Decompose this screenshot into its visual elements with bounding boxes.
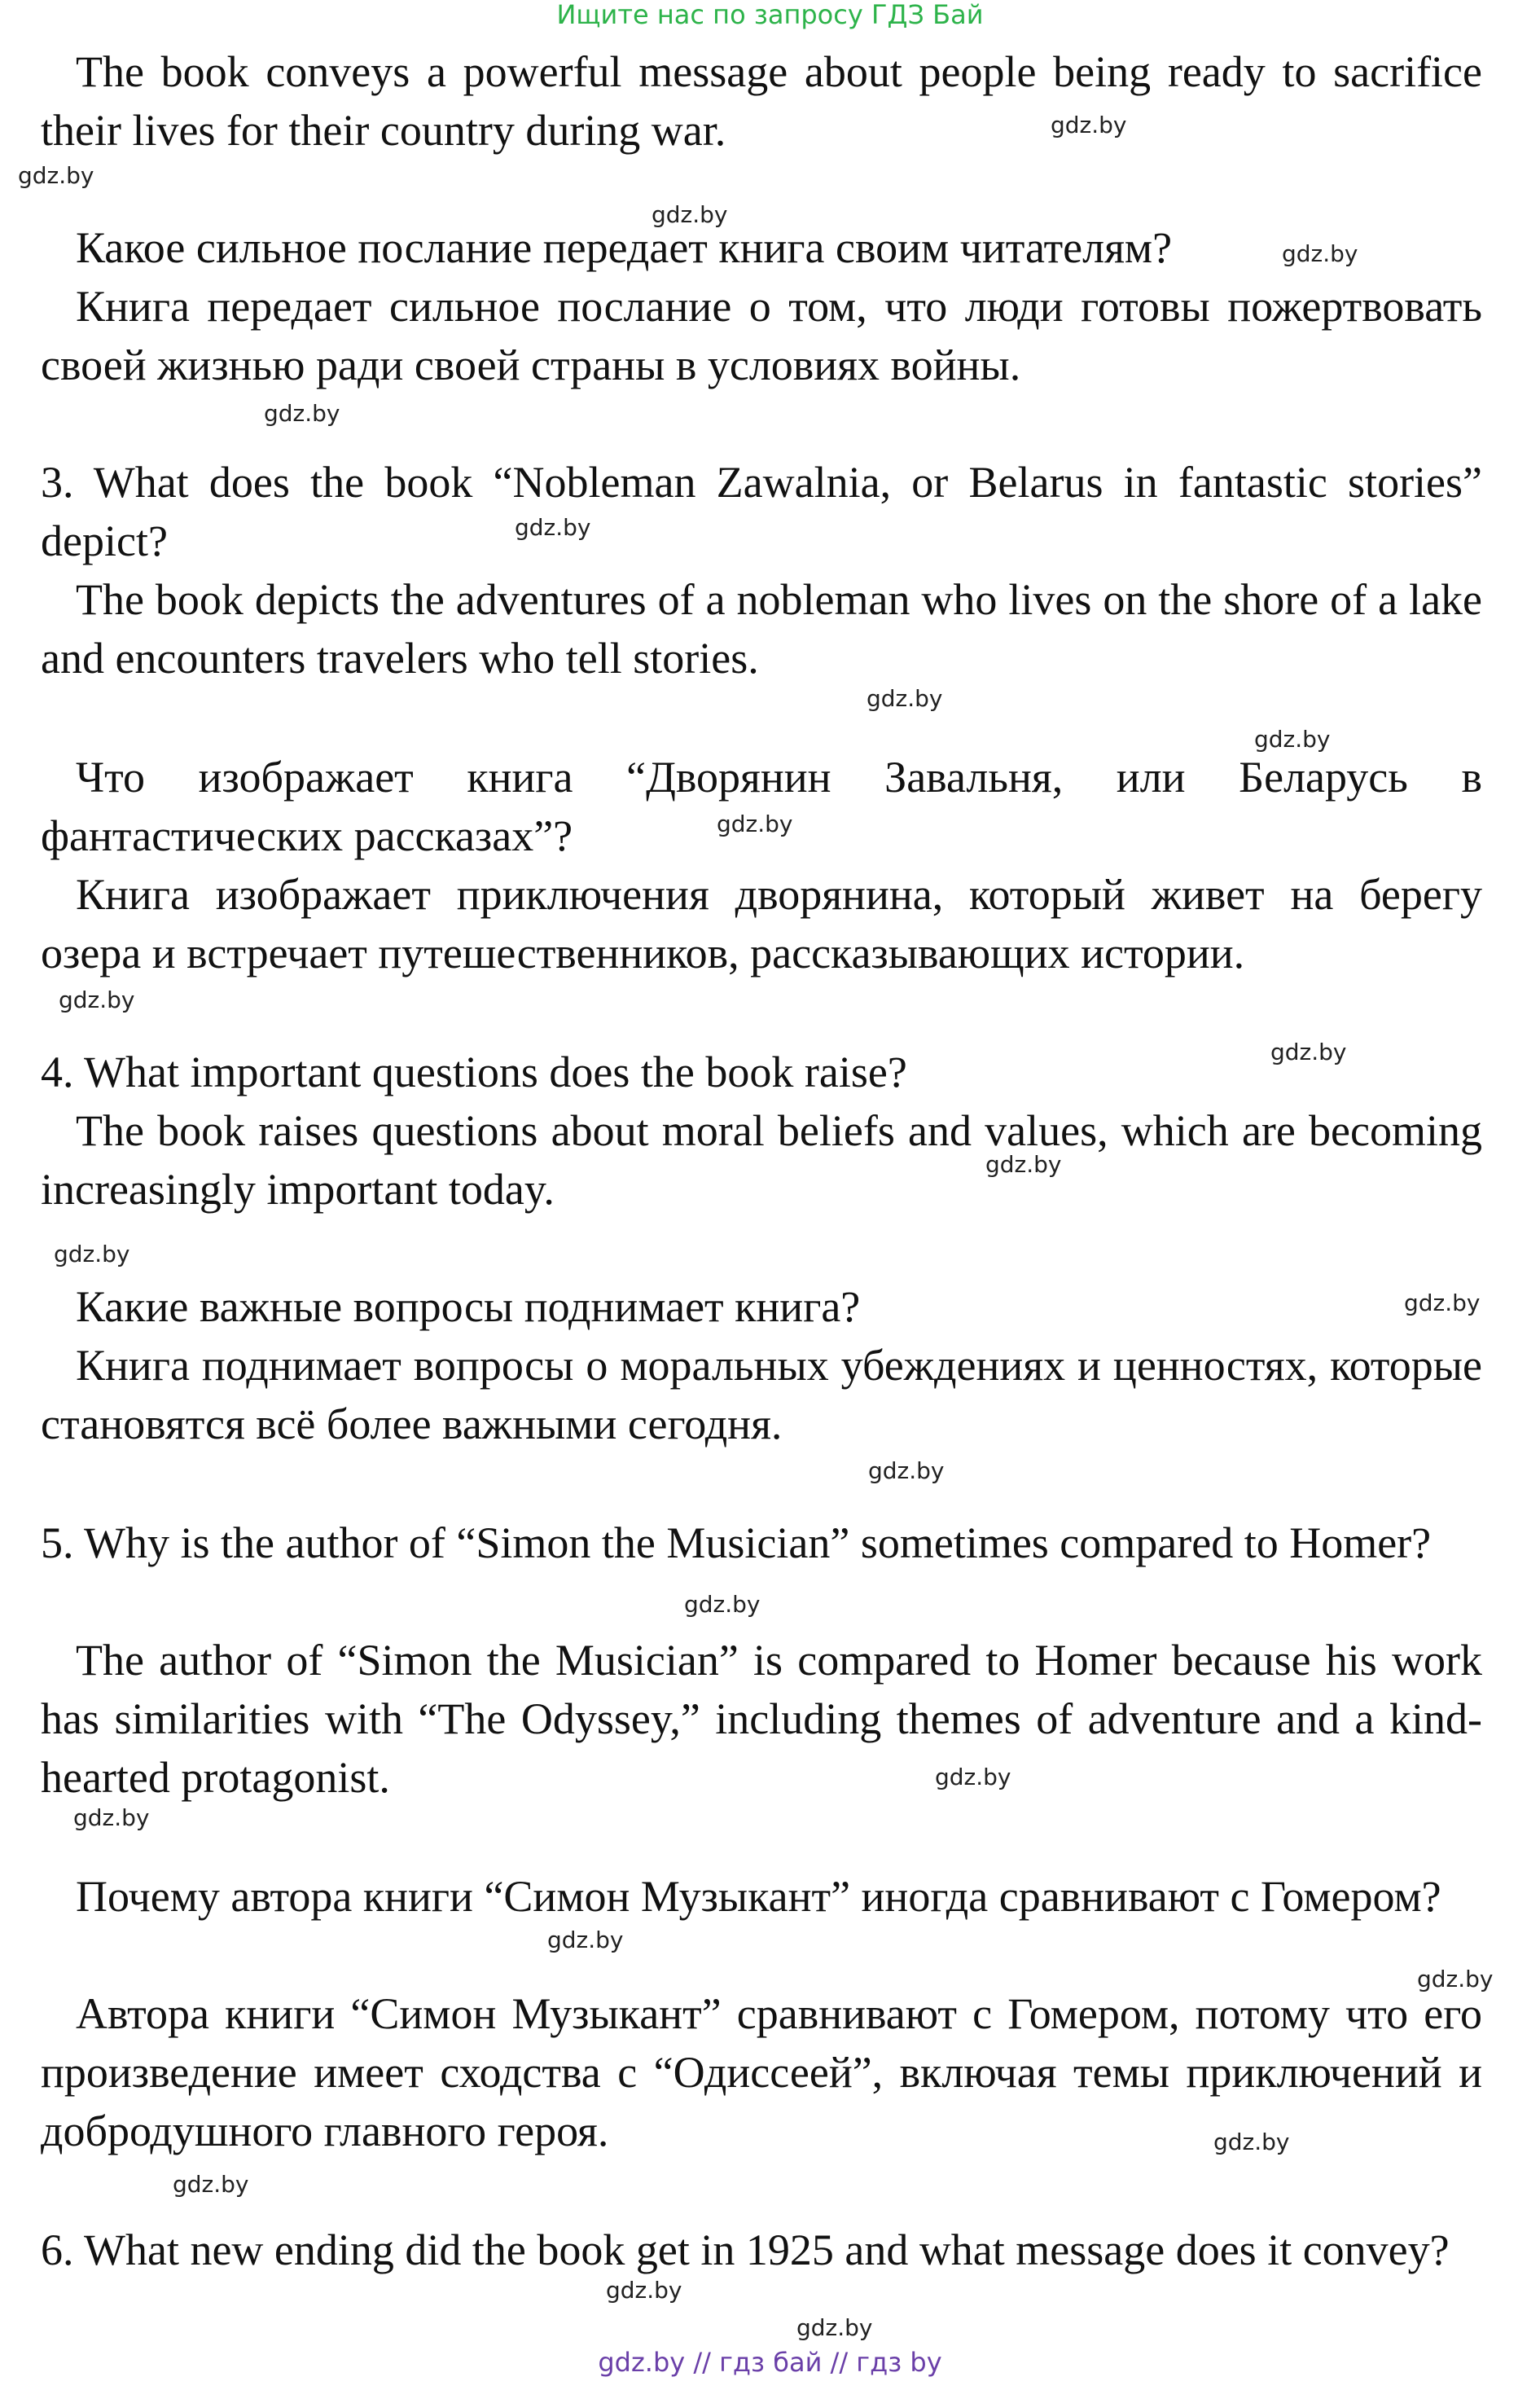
watermark: gdz.by [18, 162, 94, 189]
watermark: gdz.by [684, 1591, 761, 1618]
answer-4: The book raises questions about moral beliefs and values, which are becoming increasingly important today. [41, 1106, 1482, 1214]
answer-3-ru: Книга изображает приключения дворянина, который живет на берегу озера и встречает путешественников, рассказывающих истории. [41, 870, 1482, 978]
watermark: gdz.by [73, 1804, 150, 1831]
watermark: gdz.by [868, 1457, 945, 1484]
watermark: gdz.by [1213, 2129, 1290, 2155]
question-4: 4. What important questions does the book raise? [41, 1048, 907, 1096]
watermark: gdz.by [264, 400, 340, 427]
answer-5-ru: Автора книги “Симон Музыкант” сравнивают с Гомером, потому что его произведение имеет сходства с “Одиссеей”, включая темы приключений и добродушного главного героя. [41, 1989, 1482, 2155]
answer-paragraph: The book conveys a powerful message about people being ready to sacrifice their lives for their country during war. [41, 47, 1482, 155]
question-5: 5. Why is the author of “Simon the Musician” sometimes compared to Homer? [41, 1518, 1432, 1567]
question-ru: Какое сильное послание передает книга своим читателям? [76, 223, 1173, 272]
watermark: gdz.by [1282, 240, 1358, 267]
question-5-ru: Почему автора книги “Симон Музыкант” иногда сравнивают с Гомером? [76, 1872, 1441, 1921]
watermark: gdz.by [1417, 1966, 1494, 1992]
watermark: gdz.by [1404, 1289, 1481, 1316]
watermark: gdz.by [547, 1926, 624, 1953]
question-4-ru: Какие важные вопросы поднимает книга? [76, 1282, 861, 1331]
top-banner[interactable]: Ищите нас по запросу ГДЗ Бай [556, 0, 984, 30]
answer-5: The author of “Simon the Musician” is compared to Homer because his work has similarities with “The Odyssey,” including themes of adventure and a kind-hearted protagonist. [41, 1636, 1482, 1802]
watermark: gdz.by [1270, 1039, 1347, 1065]
question-3: 3. What does the book “Nobleman Zawalnia, or Belarus in fantastic stories” depict? [41, 458, 1482, 565]
watermark: gdz.by [652, 201, 728, 228]
question-6: 6. What new ending did the book get in 1925 and what message does it convey? [41, 2225, 1450, 2274]
bottom-banner[interactable]: gdz.by // гдз бай // гдз by [598, 2347, 942, 2378]
watermark: gdz.by [515, 514, 591, 541]
watermark: gdz.by [1051, 112, 1127, 138]
watermark: gdz.by [173, 2171, 249, 2198]
watermark: gdz.by [796, 2314, 873, 2341]
watermark: gdz.by [867, 685, 943, 712]
watermark: gdz.by [935, 1764, 1011, 1790]
watermark: gdz.by [985, 1151, 1062, 1178]
question-3-ru: Что изображает книга “Дворянин Завальня, или Беларусь в фантастических рассказах”? [41, 753, 1482, 860]
answer-3: The book depicts the adventures of a nobleman who lives on the shore of a lake and encounters travelers who tell stories. [41, 575, 1482, 683]
answer-ru: Книга передает сильное послание о том, что люди готовы пожертвовать своей жизнью ради своей страны в условиях войны. [41, 282, 1482, 389]
watermark: gdz.by [54, 1241, 130, 1267]
watermark: gdz.by [59, 986, 135, 1013]
watermark: gdz.by [1254, 726, 1331, 753]
answer-4-ru: Книга поднимает вопросы о моральных убеждениях и ценностях, которые становятся всё более важными сегодня. [41, 1341, 1482, 1448]
watermark: gdz.by [606, 2277, 682, 2304]
watermark: gdz.by [717, 811, 793, 837]
